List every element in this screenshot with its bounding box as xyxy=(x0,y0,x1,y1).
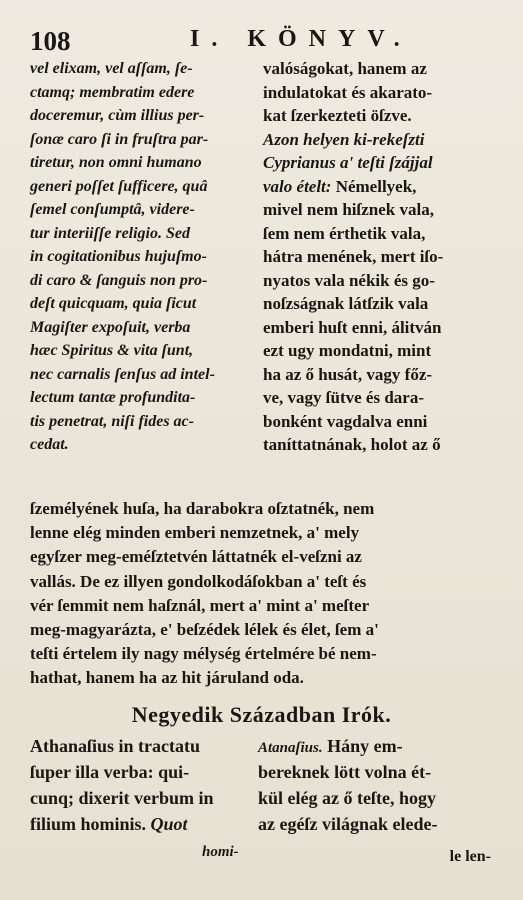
bottom-latin-line xyxy=(30,811,255,837)
latin-line: deſt quicquam, quia ſicut xyxy=(30,295,197,312)
latin-line: Magiſter expoſuit, verba xyxy=(30,318,191,336)
line-text: ſem nem érthetik vala, xyxy=(263,223,426,243)
latin-line: cedat. xyxy=(30,436,69,453)
hungarian-line xyxy=(263,339,493,363)
bottom-hungarian-line xyxy=(258,811,490,837)
page-number: 108 xyxy=(30,26,71,56)
line-text: bonként vagdalva enni xyxy=(263,411,428,431)
hungarian-line xyxy=(263,128,493,152)
line-text: Athanaſius in tractatu xyxy=(30,736,201,756)
line-text: filium hominis. xyxy=(30,814,151,834)
italic-text: homi- xyxy=(202,844,239,860)
hungarian-line xyxy=(263,316,493,340)
hungarian-column xyxy=(263,57,493,457)
hungarian-line xyxy=(263,410,493,434)
paragraph-line: teſti értelem ily nagy mélység értelmére bé nem- xyxy=(30,644,377,664)
hungarian-line xyxy=(263,363,493,387)
marginal-lead: Atanaſius. xyxy=(258,740,323,756)
hungarian-line xyxy=(263,245,493,269)
running-head: I. KÖNYV. xyxy=(190,26,412,52)
latin-line: generi poſſet ſufficere, quâ xyxy=(30,177,208,195)
line-text: indulatokat és akarato- xyxy=(263,82,433,102)
latin-line: ctamq; membratim edere xyxy=(30,83,195,101)
line-text: ve, vagy ſütve és dara- xyxy=(263,388,425,407)
line-text: Némellyek, xyxy=(331,176,417,196)
hungarian-line xyxy=(263,81,493,105)
paragraph-line: vallás. De ez illyen gondolkodáſokban a' teſt és xyxy=(30,571,367,591)
page-header xyxy=(30,26,500,56)
latin-line: tis penetrat, niſi fides ac- xyxy=(30,412,194,430)
bottom-hungarian-line xyxy=(258,733,490,759)
hungarian-line xyxy=(263,222,493,246)
latin-line: in cogitationibus hujuſmo- xyxy=(30,248,207,265)
full-width-paragraph xyxy=(30,497,490,691)
line-text: hátra menének, mert iſo- xyxy=(263,247,444,266)
line-text: noſzságnak látſzik vala xyxy=(263,294,429,313)
italic-text: Quot xyxy=(150,814,188,834)
latin-line: hæc Spiritus & vita ſunt, xyxy=(30,342,194,359)
latin-line: nec carnalis ſenſus ad intel- xyxy=(30,365,215,383)
marginal-lead: Azon helyen ki-rekeſzti xyxy=(263,129,425,149)
bottom-latin-line xyxy=(30,837,255,863)
catchword: le len- xyxy=(449,848,491,865)
bottom-latin-line xyxy=(30,733,255,759)
latin-line: vel elixam, vel aſſam, ſe- xyxy=(30,60,193,77)
hungarian-line xyxy=(263,175,493,199)
bottom-hungarian-line xyxy=(258,785,490,811)
latin-line: di caro & ſanguis non pro- xyxy=(30,271,208,289)
hungarian-line xyxy=(263,386,493,410)
hungarian-line xyxy=(263,269,493,293)
hungarian-line xyxy=(263,57,493,81)
paragraph-line: ſzemélyének huſa, ha darabokra oſztatnék, nem xyxy=(30,499,375,518)
line-text: taníttatnának, holot az ő xyxy=(263,435,441,454)
marginal-lead: Cyprianus a' teſti ſzájjal xyxy=(263,153,433,172)
line-text: az egéſz világnak elede- xyxy=(258,814,438,834)
line-text: ha az ő husát, vagy főz- xyxy=(263,364,433,384)
marginal-lead: valo ételt: xyxy=(263,176,332,196)
hungarian-line xyxy=(263,151,493,175)
latin-column xyxy=(30,57,262,457)
line-text: kül elég az ő teſte, hogy xyxy=(258,788,436,808)
line-text: cunq; dixerit verbum in xyxy=(30,788,214,808)
line-text: ezt ugy mondatni, mint xyxy=(263,341,432,360)
hungarian-line xyxy=(263,104,493,128)
latin-line: tiretur, non omni humano xyxy=(30,154,202,171)
latin-line: tur interiiſſe religio. Sed xyxy=(30,224,190,242)
line-text: emberi huſt enni, álitván xyxy=(263,317,442,337)
section-heading: Negyedik Században Irók. xyxy=(131,702,392,727)
bottom-latin-column xyxy=(30,733,255,863)
line-text: Hány em- xyxy=(322,736,403,756)
latin-line: ſemel conſumptâ, videre- xyxy=(30,201,195,218)
paragraph-line: lenne elég minden emberi nemzetnek, a' mely xyxy=(30,523,360,543)
latin-line: lectum tantæ profundita- xyxy=(30,389,196,406)
bottom-latin-line xyxy=(30,759,255,785)
latin-line: doceremur, cùm illius per- xyxy=(30,107,205,124)
paragraph-line: vér ſemmit nem haſznál, mert a' mint a' meſter xyxy=(30,595,370,615)
line-text: bereknek lött volna ét- xyxy=(258,762,432,782)
hungarian-line xyxy=(263,292,493,316)
line-text: kat ſzerkezteti öſzve. xyxy=(263,106,412,125)
paragraph-line: meg-magyarázta, e' beſzédek lélek és élet, ſem a' xyxy=(30,619,379,639)
line-text: mivel nem hiſznek vala, xyxy=(263,200,434,219)
bottom-hungarian-line xyxy=(258,759,490,785)
line-text: nyatos vala nékik és go- xyxy=(263,270,435,290)
line-text: ſuper illa verba: qui- xyxy=(30,762,190,782)
paragraph-line: egyſzer meg-eméſztetvén láttatnék el-veſzni az xyxy=(30,547,362,567)
hungarian-line xyxy=(263,198,493,222)
paragraph-line: hathat, hanem ha az hit járuland oda. xyxy=(30,668,304,688)
latin-line: ſonæ caro ſi in fruſtra par- xyxy=(30,130,209,148)
bottom-hungarian-column xyxy=(258,733,490,837)
line-text: valóságokat, hanem az xyxy=(263,59,427,78)
bottom-latin-line xyxy=(30,785,255,811)
hungarian-line xyxy=(263,433,493,457)
